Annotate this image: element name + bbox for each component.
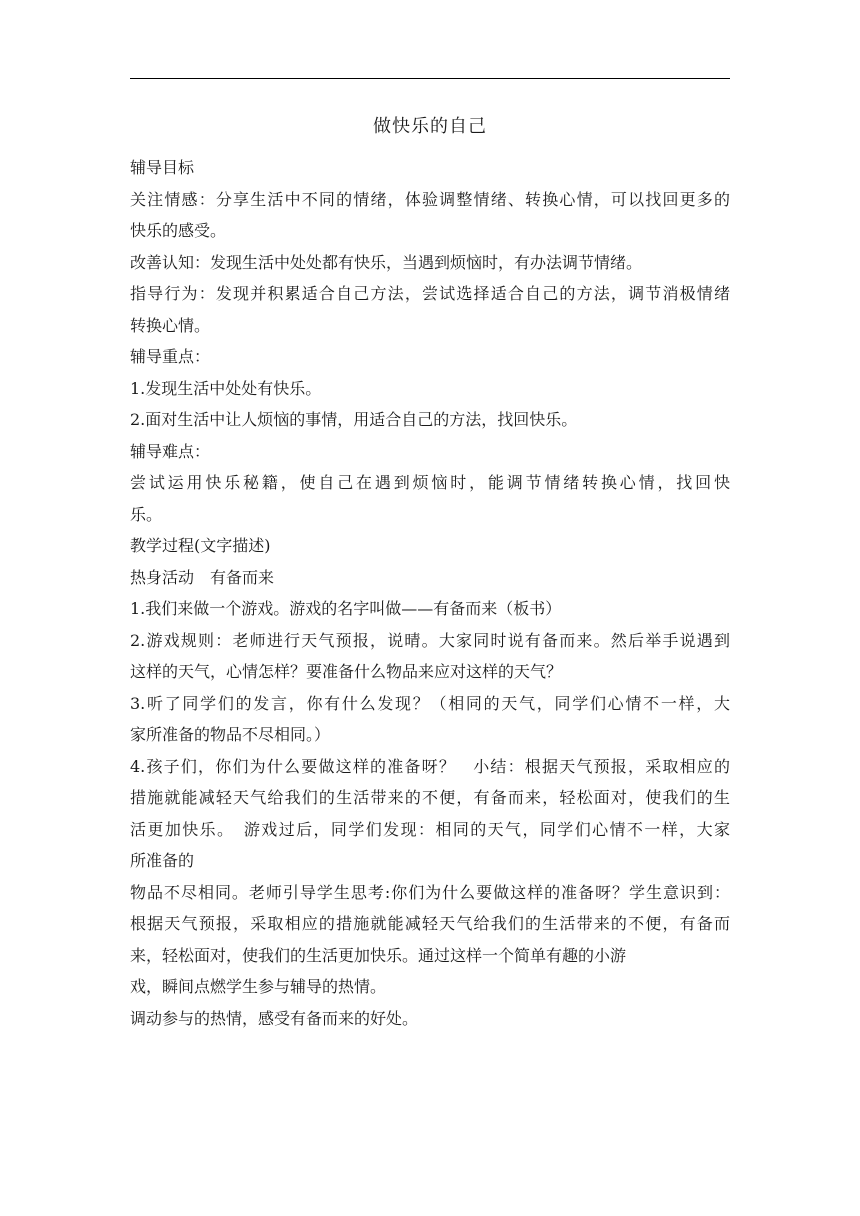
text-line: 家所准备的物品不尽相同。） xyxy=(130,725,331,744)
text-line: 4.孩子们，你们为什么要做这样的准备呀？ 小结：根据天气预报，采取相应的 xyxy=(130,756,730,776)
text-line: 辅导难点： xyxy=(130,441,211,461)
text-line: 乐。 xyxy=(130,504,163,524)
text-line: 1.发现生活中处处有快乐。 xyxy=(130,378,322,398)
text-line: 转换心情。 xyxy=(130,315,211,335)
document-body xyxy=(130,152,730,1034)
text-line: 1.我们来做一个游戏。游戏的名字叫做——有备而来（板书） xyxy=(130,599,562,618)
page-title: 做快乐的自己 xyxy=(373,116,487,137)
text-line: 调动参与的热情，感受有备而来的好处。 xyxy=(130,1008,419,1028)
text-line: 辅导目标 xyxy=(130,158,195,177)
text-line: 辅导重点： xyxy=(130,347,211,366)
text-line: 活更加快乐。 游戏过后，同学们发现：相同的天气，同学们心情不一样，大家 xyxy=(130,819,730,839)
text-line: 戏，瞬间点燃学生参与辅导的热情。 xyxy=(130,977,387,996)
text-line: 热身活动 有备而来 xyxy=(130,567,275,587)
text-line: 措施就能减轻天气给我们的生活带来的不便，有备而来，轻松面对，使我们的生 xyxy=(130,788,730,807)
text-line: 2.面对生活中让人烦恼的事情，用适合自己的方法，找回快乐。 xyxy=(130,410,578,429)
text-line: 改善认知：发现生活中处处都有快乐，当遇到烦恼时，有办法调节情绪。 xyxy=(130,252,643,272)
text-line: 3.听了同学们的发言，你有什么发现？（相同的天气，同学们心情不一样，大 xyxy=(130,693,730,713)
text-line: 来，轻松面对，使我们的生活更加快乐。通过这样一个简单有趣的小游 xyxy=(130,945,627,965)
text-line: 尝试运用快乐秘籍，使自己在遇到烦恼时，能调节情绪转换心情，找回快 xyxy=(130,473,730,492)
text-line: 快乐的感受。 xyxy=(130,221,227,240)
header-rule xyxy=(130,78,730,79)
text-line: 指导行为：发现并积累适合自己方法，尝试选择适合自己的方法，调节消极情绪 xyxy=(130,284,730,303)
text-line: 根据天气预报，采取相应的措施就能减轻天气给我们的生活带来的不便，有备而 xyxy=(130,914,730,933)
text-line: 教学过程(文字描述) xyxy=(130,536,271,555)
text-line: 所准备的 xyxy=(130,851,195,870)
text-line: 这样的天气，心情怎样？要准备什么物品来应对这样的天气？ xyxy=(130,662,563,681)
text-line: 2.游戏规则：老师进行天气预报，说晴。大家同时说有备而来。然后举手说遇到 xyxy=(130,630,730,650)
text-line: 物品不尽相同。老师引导学生思考:你们为什么要做这样的准备呀？学生意识到： xyxy=(130,882,730,902)
text-line: 关注情感：分享生活中不同的情绪，体验调整情绪、转换心情，可以找回更多的 xyxy=(130,189,730,209)
